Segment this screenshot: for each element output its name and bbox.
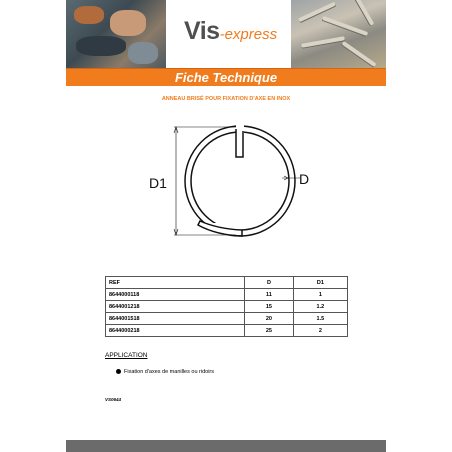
brand-logo — [166, 0, 291, 70]
d1-label: D1 — [149, 175, 167, 191]
header-d1: D1 — [293, 277, 347, 289]
cell-d: 20 — [245, 313, 294, 325]
header-ref: REF — [106, 277, 245, 289]
cell-d1: 1.5 — [293, 313, 347, 325]
application-item-text: Fixation d'axes de manilles ou ridoirs — [124, 369, 215, 375]
d-dimension — [282, 176, 300, 180]
table-header-row — [106, 277, 348, 289]
cell-d1: 2 — [293, 325, 347, 337]
cell-ref: 8644000218 — [106, 325, 245, 337]
application-heading: APPLICATION — [105, 352, 148, 359]
title-bar — [66, 68, 386, 86]
screws-photo — [291, 0, 386, 70]
table-row — [106, 313, 348, 325]
split-ring-diagram — [66, 105, 386, 255]
split-ring-drawing — [185, 123, 295, 236]
cell-ref: 8644001218 — [106, 301, 245, 313]
cell-d: 15 — [245, 301, 294, 313]
cell-d1: 1 — [293, 289, 347, 301]
brand-name: Vis — [184, 17, 220, 45]
cell-d1: 1.2 — [293, 301, 347, 313]
technical-sheet — [66, 0, 386, 452]
tools-photo — [66, 0, 166, 70]
table-row — [106, 289, 348, 301]
header-d: D — [245, 277, 294, 289]
specs-table — [105, 276, 348, 337]
cell-d: 25 — [245, 325, 294, 337]
cell-d: 11 — [245, 289, 294, 301]
d1-dimension — [174, 127, 236, 235]
brand-suffix: -express — [219, 26, 278, 43]
application-item — [116, 369, 214, 375]
product-title: ANNEAU BRISÉ POUR FIXATION D'AXE EN INOX — [161, 96, 291, 102]
header-banner — [66, 0, 386, 70]
cell-ref: 8644000118 — [106, 289, 245, 301]
table-row — [106, 301, 348, 313]
table-row — [106, 325, 348, 337]
page-title: Fiche Technique — [174, 70, 278, 85]
cell-ref: 8644001518 — [106, 313, 245, 325]
footer-bar — [66, 440, 386, 452]
d-label: D — [299, 171, 310, 187]
document-code: VS0644 — [105, 397, 122, 402]
bullet-icon — [116, 369, 121, 374]
